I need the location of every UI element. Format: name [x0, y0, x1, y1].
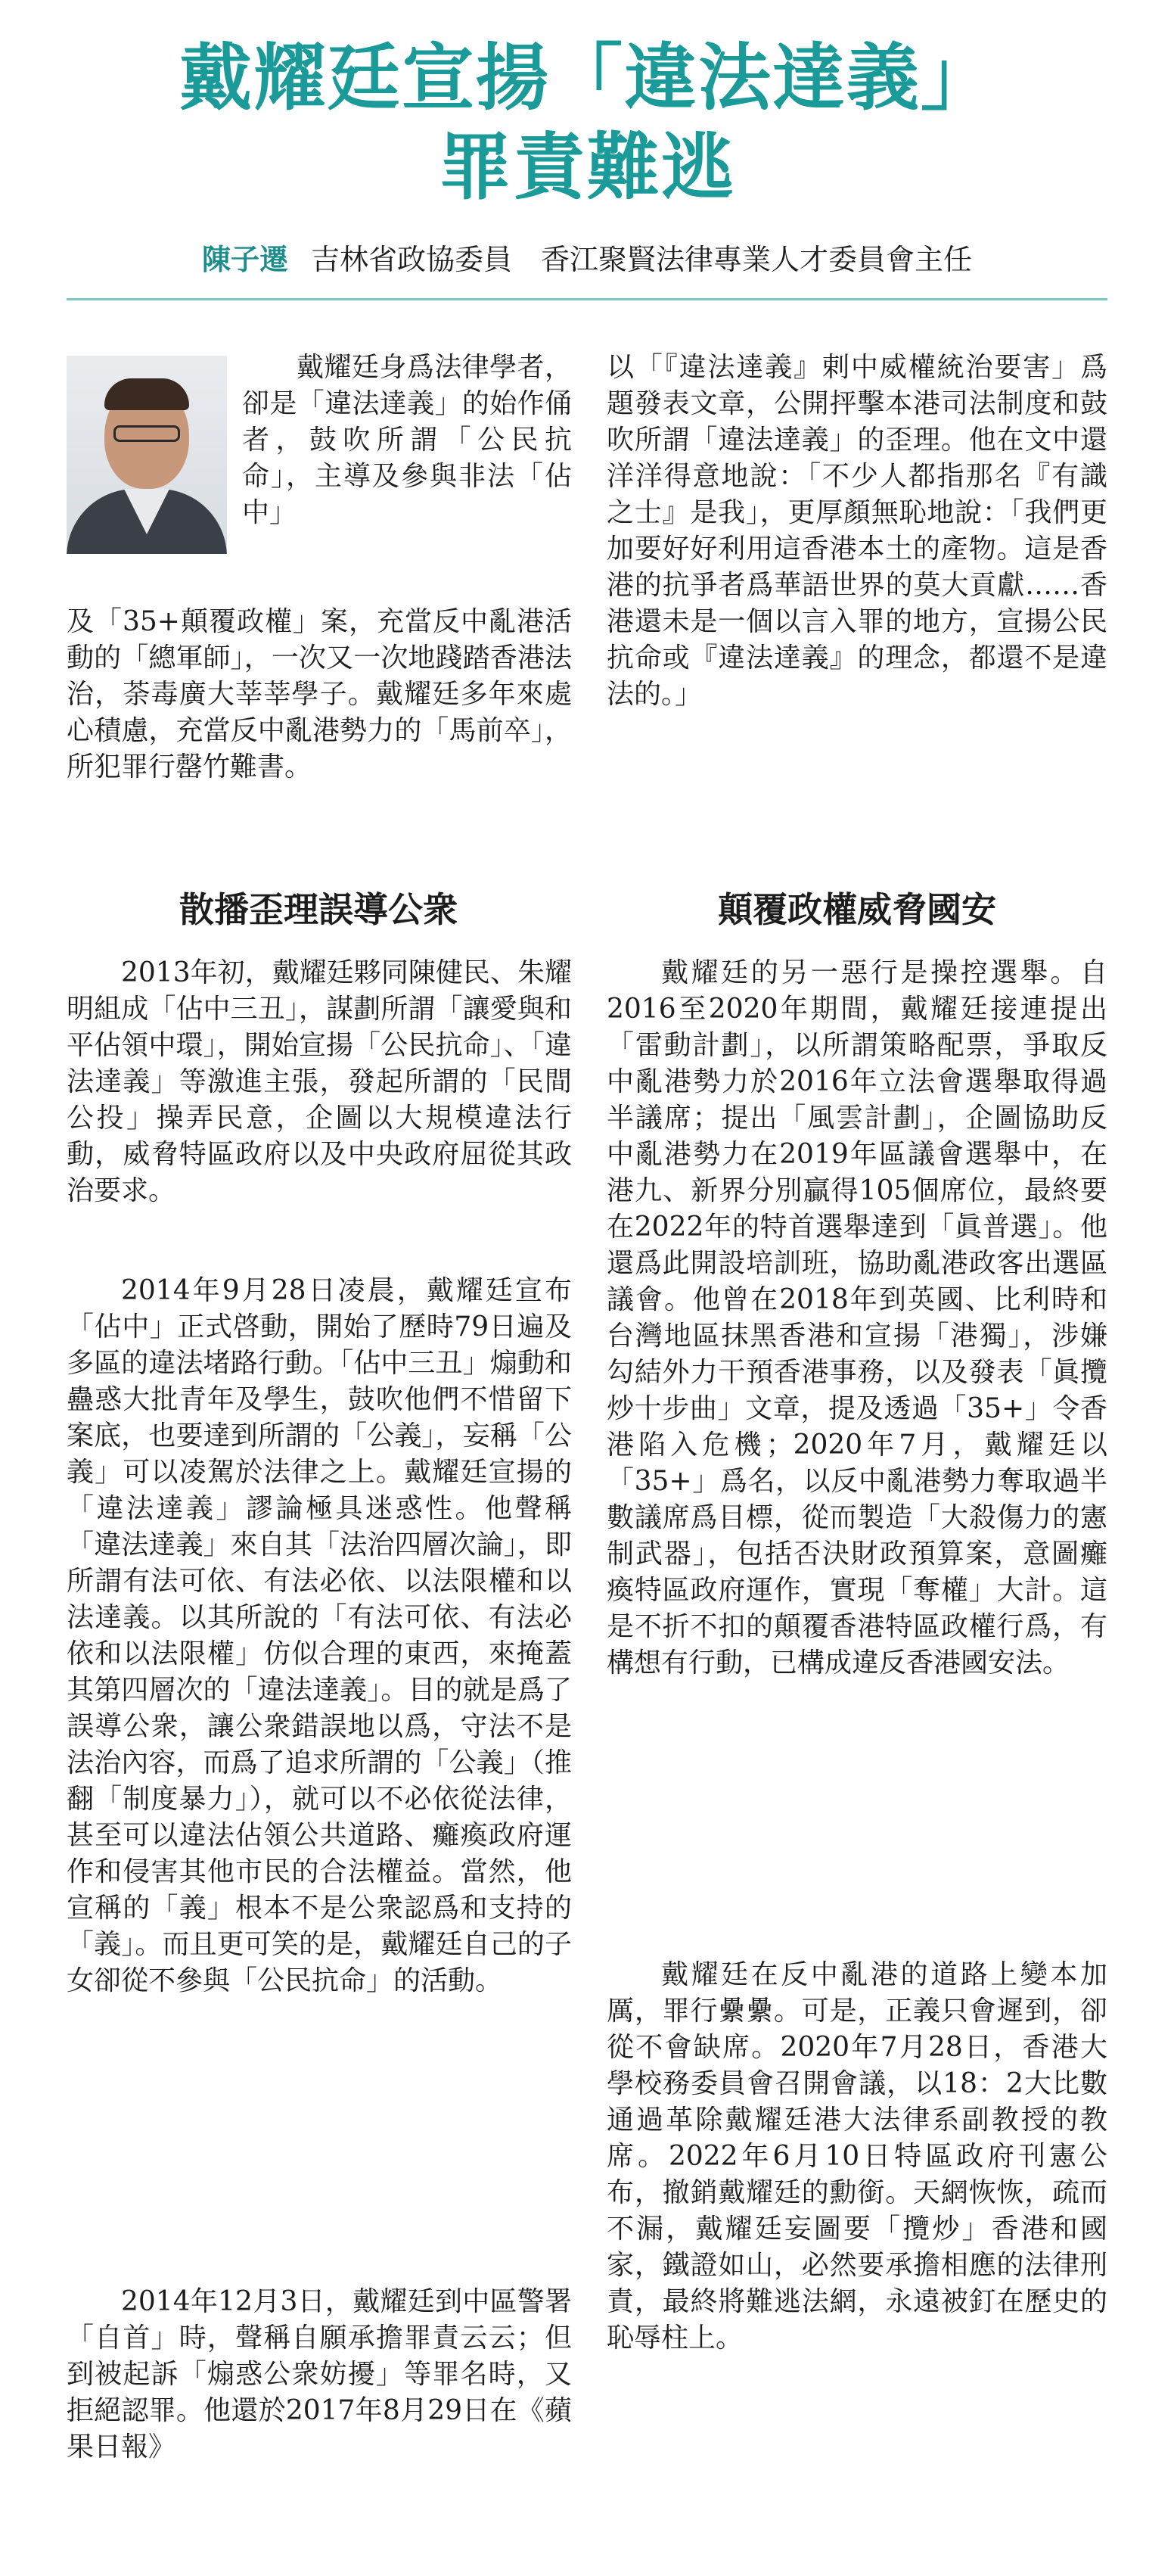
author-photo [67, 356, 227, 554]
section-heading-1: 散播歪理誤導公衆 [179, 889, 458, 930]
section-heading-2: 顛覆政權威脅國安 [718, 889, 996, 930]
byline [0, 241, 1174, 278]
section1-paragraph-1: 2013年初，戴耀廷夥同陳健民、朱耀明組成「佔中三丑」，謀劃所謂「讓愛與和平佔領中環」，開始宣揚「公民抗命」、「違法達義」等激進主張，發起所謂的「民間公投」操弄民意，企圖以大規模違法行動，威脅特區政府以及中央政府屈從其政治要求。 [67, 957, 572, 1206]
headline-line-1: 戴耀廷宣揚「違法達義」 [179, 36, 995, 120]
header-divider [67, 298, 1107, 300]
section2-paragraph-1: 戴耀廷的另一惡行是操控選舉。自2016至2020年期間，戴耀廷接連提出「雷動計劃」，以所謂策略配票，爭取反中亂港勢力於2016年立法會選舉取得過半議席；提出「風雲計劃」，企圖協助反中亂港勢力在2019年區議會選舉中，在港九、新界分別贏得105個席位，最終要在2022年的特首選舉達到「眞普選」。他還爲此開設培訓班，協助亂港政客出選區議會。他曾在2018年到英國、比利時和台灣地區抹黑香港和宣揚「港獨」，涉嫌勾結外力干預香港事務，以及發表「眞攬炒十步曲」文章，提及透過「35+」令香港陷入危機；2020年7月，戴耀廷以「35+」爲名，以反中亂港勢力奪取過半數議席爲目標，從而製造「大殺傷力的憲制武器」，包括否決財政預算案，意圖癱瘓特區政府運作，實現「奪權」大計。這是不折不扣的顛覆香港特區政權行爲，有構想有行動，已構成違反香港國安法。 [607, 957, 1107, 1678]
section2-paragraph-2: 戴耀廷在反中亂港的道路上變本加厲，罪行纍纍。可是，正義只會遲到，卻從不會缺席。2020年7月28日，香港大學校務委員會召開會議，以18：2大比數通過革除戴耀廷港大法律系副教授的教席。2022年6月10日特區政府刊憲公布，撤銷戴耀廷的勳銜。天網恢恢，疏而不漏，戴耀廷妄圖要「攬炒」香港和國家，鐵證如山，必然要承擔相應的法律刑責，最終將難逃法網，永遠被釘在歷史的恥辱柱上。 [607, 1959, 1107, 2354]
byline-author: 陳子遷 [201, 243, 288, 276]
intro-paragraph-beside-photo: 戴耀廷身爲法律學者，卻是「違法達義」的始作俑者，鼓吹所謂「公民抗命」，主導及參與非法「佔中」 [242, 352, 572, 528]
byline-role: 吉林省政協委員 香江聚賢法律專業人才委員會主任 [311, 243, 973, 276]
intro-paragraph-continued: 及「35+顛覆政權」案，充當反中亂港活動的「總軍師」，一次又一次地踐踏香港法治，荼毒廣大莘莘學子。戴耀廷多年來處心積慮，充當反中亂港勢力的「馬前卒」，所犯罪行罄竹難書。 [67, 606, 572, 782]
headline-line-2: 罪責難逃 [439, 125, 735, 210]
section1-paragraph-3: 2014年12月3日，戴耀廷到中區警署「自首」時，聲稱自願承擔罪責云云；但到被起訴「煽惑公衆妨擾」等罪名時，又拒絕認罪。他還於2017年8月29日在《蘋果日報》 [67, 2286, 572, 2462]
right-column-top-paragraph: 以「『違法達義』剌中威權統治要害」爲題發表文章，公開抨擊本港司法制度和鼓吹所謂「違法達義」的歪理。他在文中還洋洋得意地說：「不少人都指那名『有識之士』是我」，更厚顏無恥地說：「我們更加要好好利用這香港本土的產物。這是香港的抗爭者爲華語世界的莫大貢獻……香港還未是一個以言入罪的地方，宣揚公民抗命或『違法達義』的理念，都還不是違法的。」 [607, 352, 1107, 710]
section1-paragraph-2: 2014年9月28日凌晨，戴耀廷宣布「佔中」正式啓動，開始了歷時79日遍及多區的違法堵路行動。「佔中三丑」煽動和蠱惑大批青年及學生，鼓吹他們不惜留下案底，也要達到所謂的「公義」，妄稱「公義」可以凌駕於法律之上。戴耀廷宣揚的「違法達義」謬論極具迷惑性。他聲稱「違法達義」來自其「法治四層次論」，即所謂有法可依、有法必依、以法限權和以法達義。以其所說的「有法可依、有法必依和以法限權」仿似合理的東西，來掩蓋其第四層次的「違法達義」。目的就是爲了誤導公衆，讓公衆錯誤地以爲，守法不是法治內容，而爲了追求所謂的「公義」（推翻「制度暴力」），就可以不必依從法律，甚至可以違法佔領公共道路、癱瘓政府運作和侵害其他市民的合法權益。當然，他宣稱的「義」根本不是公衆認爲和支持的「義」。而且更可笑的是，戴耀廷自己的子女卻從不參與「公民抗命」的活動。 [67, 1275, 572, 1996]
